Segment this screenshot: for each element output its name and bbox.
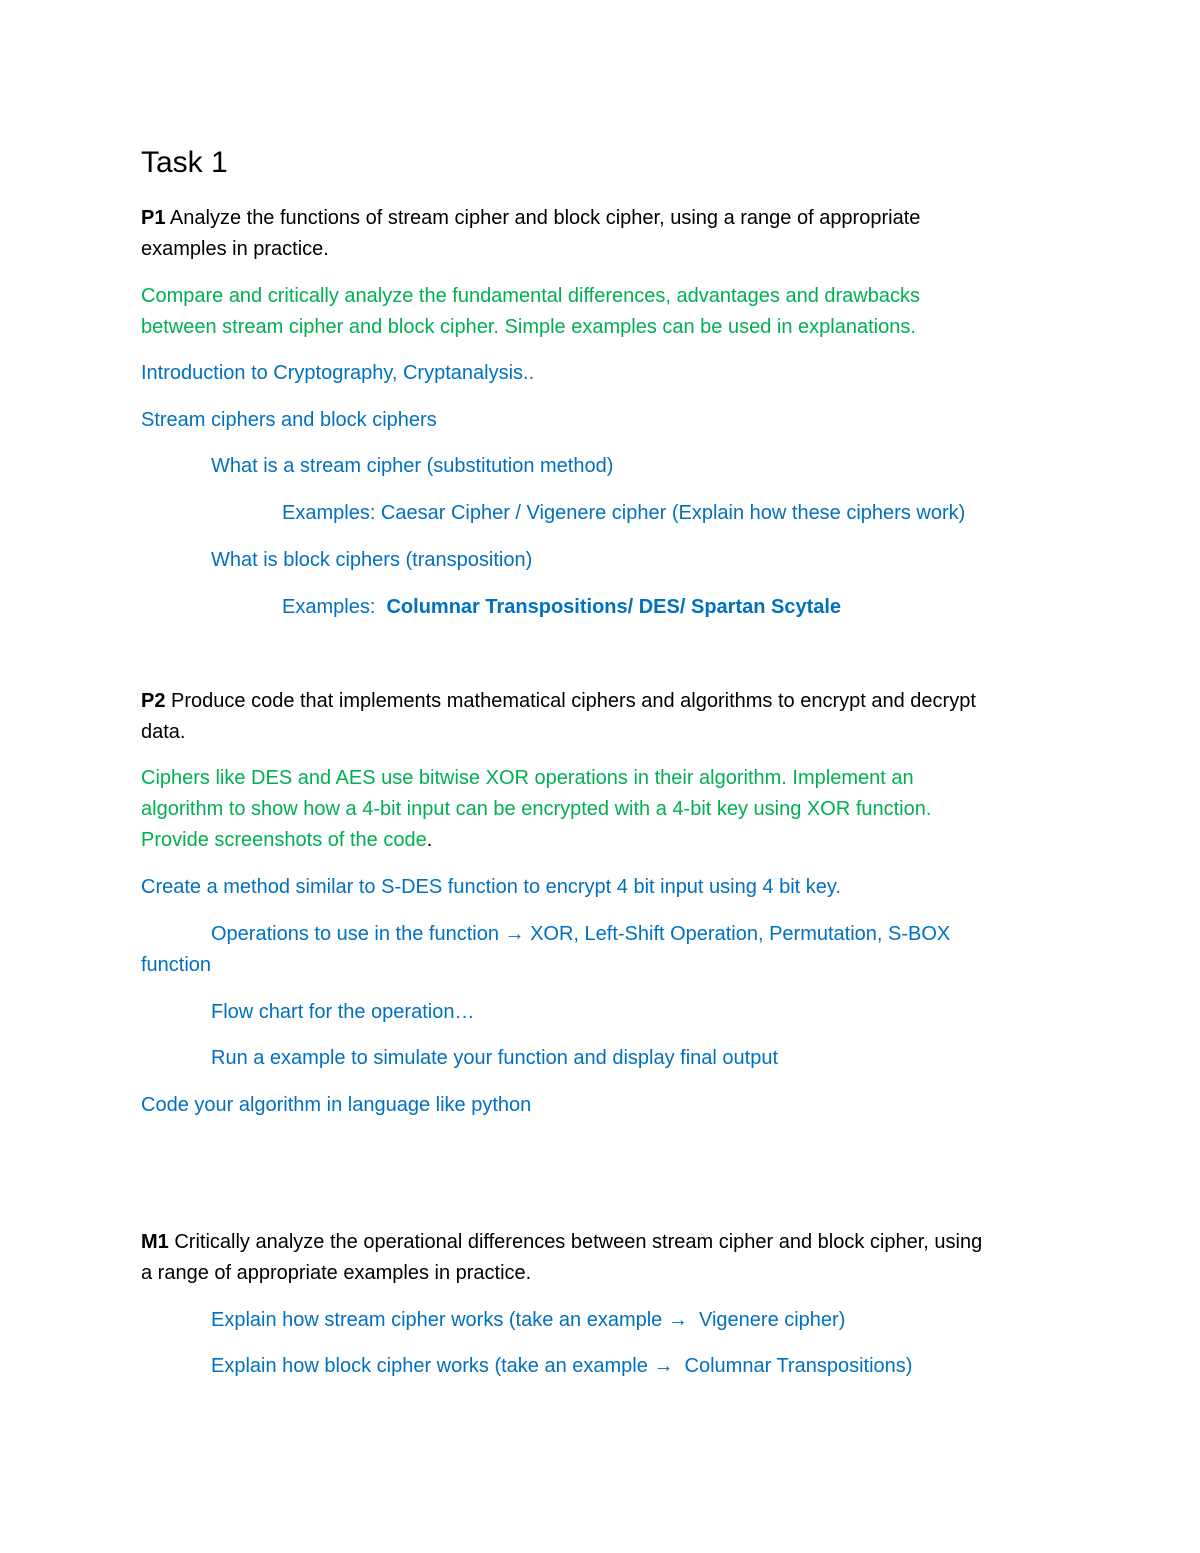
p2-code-algorithm: Code your algorithm in language like python — [141, 1094, 532, 1116]
p1-text-line2: examples in practice. — [141, 238, 329, 260]
p1-heading-line1 — [141, 203, 920, 234]
p1-green-line1: Compare and critically analyze the fundamental differences, advantages and drawbacks — [141, 285, 920, 307]
p2-green-line1: Ciphers like DES and AES use bitwise XOR operations in their algorithm. Implement an — [141, 767, 914, 789]
page-title: Task 1 — [141, 146, 228, 179]
m1-explain-stream-suffix: Vigenere cipher) — [687, 1309, 846, 1331]
p1-text-line1: Analyze the functions of stream cipher and block cipher, using a range of appropriate — [165, 207, 921, 229]
m1-text-line2: a range of appropriate examples in practice. — [141, 1262, 532, 1284]
p2-green-line2: algorithm to show how a 4-bit input can be encrypted with a 4-bit key using XOR function. — [141, 798, 932, 820]
p1-examples-block — [282, 592, 841, 623]
p2-operations — [211, 919, 950, 950]
p2-flow-chart: Flow chart for the operation… — [211, 1001, 475, 1023]
m1-explain-stream — [211, 1305, 845, 1336]
p1-intro: Introduction to Cryptography, Cryptanalysis.. — [141, 362, 535, 384]
p2-operations-prefix: Operations to use in the function — [211, 923, 505, 945]
p2-run-example: Run a example to simulate your function and display final output — [211, 1047, 779, 1069]
p1-examples-block-bold: Columnar Transpositions/ DES/ Spartan Scytale — [386, 596, 842, 618]
p1-examples-block-prefix: Examples: — [282, 596, 387, 618]
m1-explain-block-prefix: Explain how block cipher works (take an example — [211, 1355, 654, 1377]
p2-green-line3-text: Provide screenshots of the code — [141, 829, 427, 851]
p2-create-method: Create a method similar to S-DES function to encrypt 4 bit input using 4 bit key. — [141, 876, 841, 898]
right-arrow-icon: → — [667, 1309, 688, 1331]
p2-operations-line2: function — [141, 954, 212, 976]
p1-what-block: What is block ciphers (transposition) — [211, 549, 533, 571]
p2-operations-suffix: XOR, Left-Shift Operation, Permutation, S-BOX — [524, 923, 951, 945]
p2-green-line3 — [141, 825, 432, 856]
p2-heading-line1 — [141, 686, 976, 717]
p2-green-line3-end: . — [426, 829, 433, 851]
m1-text-line1: Critically analyze the operational differences between stream cipher and block cipher, using — [168, 1231, 983, 1253]
p1-green-line2: between stream cipher and block cipher. Simple examples can be used in explanations. — [141, 316, 916, 338]
p1-label: P1 — [141, 207, 166, 229]
m1-heading-line1 — [141, 1227, 982, 1258]
p1-what-stream: What is a stream cipher (substitution method) — [211, 455, 614, 477]
m1-explain-block — [211, 1351, 912, 1382]
p1-examples-stream: Examples: Caesar Cipher / Vigenere cipher (Explain how these ciphers work) — [282, 502, 966, 524]
m1-explain-block-suffix: Columnar Transpositions) — [673, 1355, 913, 1377]
m1-explain-stream-prefix: Explain how stream cipher works (take an example — [211, 1309, 668, 1331]
p1-stream-block: Stream ciphers and block ciphers — [141, 409, 437, 431]
m1-label: M1 — [141, 1231, 169, 1253]
right-arrow-icon: → — [504, 923, 525, 945]
right-arrow-icon: → — [653, 1355, 674, 1377]
p2-text-line1: Produce code that implements mathematical ciphers and algorithms to encrypt and decrypt — [165, 690, 976, 712]
p2-label: P2 — [141, 690, 166, 712]
p2-text-line2: data. — [141, 721, 186, 743]
